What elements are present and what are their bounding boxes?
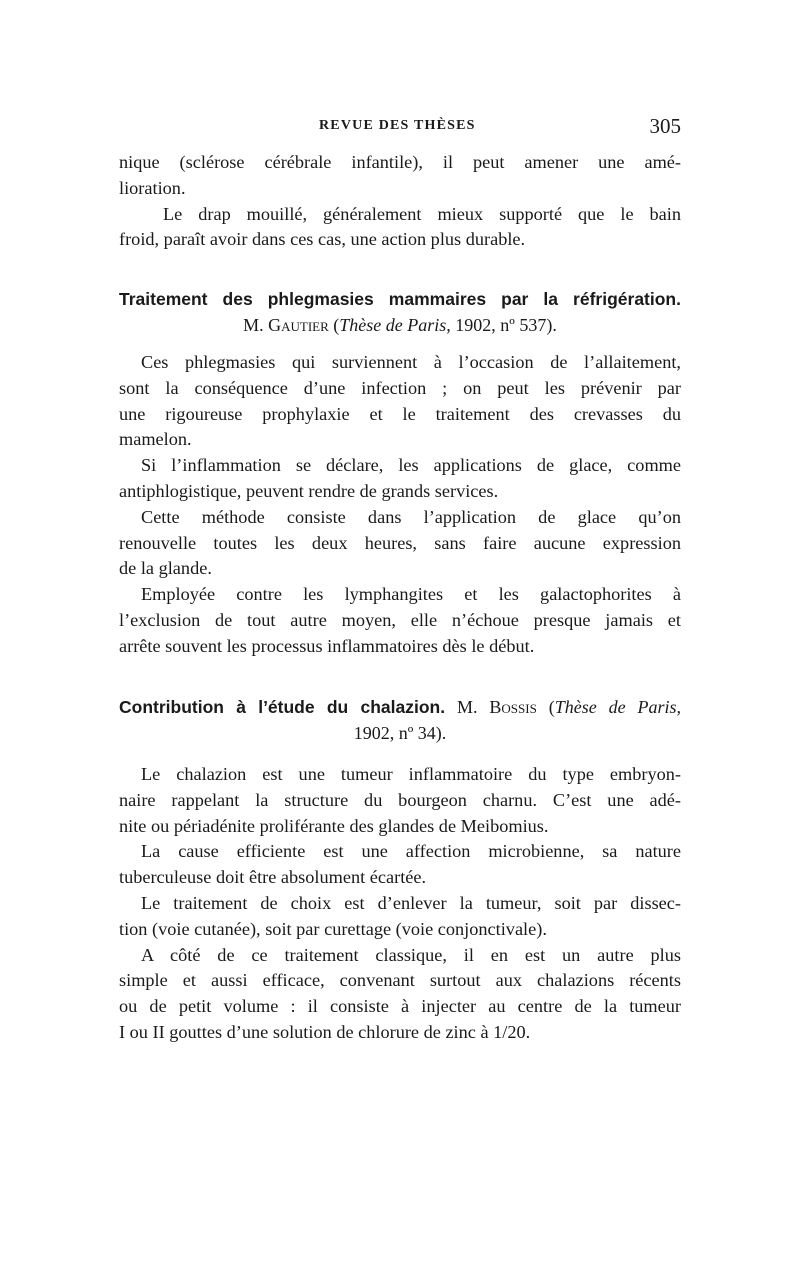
text-line: La cause efficiente est une affection microbienne, sa nature <box>141 841 681 862</box>
page-header <box>119 114 681 140</box>
author-name: Bossis <box>489 697 537 717</box>
text-line: froid, paraît avoir dans ces cas, une action plus durable. <box>119 229 526 250</box>
text-line: mamelon. <box>119 429 192 450</box>
author-prefix: M. <box>243 315 269 335</box>
text-line: antiphlogistique, peuvent rendre de grands services. <box>119 480 499 501</box>
text-line: renouvelle toutes les deux heures, sans faire aucune expression <box>119 532 681 553</box>
text-line: Cette méthode consiste dans l’application de glace qu’on <box>141 506 681 527</box>
text-line: Le drap mouillé, généralement mieux supporté que le bain <box>163 203 681 224</box>
text-line: lioration. <box>119 177 186 198</box>
author-prefix: M. <box>445 697 490 717</box>
text-line: une rigoureuse prophylaxie et le traitement des crevasses du <box>119 403 681 424</box>
text-line: nique (sclérose cérébrale infantile), il peut amener une amé- <box>119 152 681 172</box>
text-line: Si l’inflammation se déclare, les applications de glace, comme <box>141 455 681 476</box>
section-title-line <box>119 694 681 720</box>
text-line: A côté de ce traitement classique, il en est un autre plus <box>141 944 681 965</box>
text-line: I ou II gouttes d’une solution de chlorure de zinc à 1/20. <box>119 1021 531 1042</box>
ref-open: ( <box>328 315 340 335</box>
thesis-reference <box>119 312 681 338</box>
text-line: l’exclusion de tout autre moyen, elle n’échoue presque jamais et <box>119 609 681 630</box>
text-line: Le traitement de choix est d’enlever la tumeur, soit par dissec- <box>141 892 681 913</box>
text-line: Le chalazion est une tumeur inflammatoire du type embryon- <box>141 764 681 784</box>
section-heading <box>119 694 681 746</box>
thesis-title: Thèse de Paris, <box>339 315 451 335</box>
text-line: Employée contre les lymphangites et les galactophorites à <box>141 584 681 605</box>
text-line: naire rappelant la structure du bourgeon charnu. C’est une adé- <box>119 789 681 810</box>
text-line: simple et aussi efficace, convenant surtout aux chalazions récents <box>119 970 681 991</box>
text-line: tuberculeuse doit être absolument écartée. <box>119 867 427 888</box>
ref-details: 1902, nº 537). <box>450 315 557 335</box>
ref-open: ( <box>536 697 555 717</box>
text-line: sont la conséquence d’une infection ; on peut les prévenir par <box>119 377 681 398</box>
section-title: Traitement des phlegmasies mammaires par la réfrigération. <box>119 289 681 309</box>
text-line: de la glande. <box>119 558 212 579</box>
text-line: Ces phlegmasies qui surviennent à l’occasion de l’allaitement, <box>141 352 681 372</box>
section-body <box>119 350 681 660</box>
author-name: Gautier <box>268 315 329 335</box>
text-line: nite ou périadénite proliférante des glandes de Meibomius. <box>119 815 549 836</box>
thesis-title: Thèse de Paris, <box>554 697 681 717</box>
document-page <box>119 0 681 1262</box>
text-line: ou de petit volume : il consiste à injecter au centre de la tumeur <box>119 996 681 1017</box>
section-body <box>119 762 681 1046</box>
page-number: 305 <box>649 114 681 138</box>
running-title: REVUE DES THÈSES <box>319 118 476 133</box>
intro-paragraph <box>119 150 681 253</box>
section-heading <box>119 286 681 338</box>
text-line: arrête souvent les processus inflammatoires dès le début. <box>119 635 535 656</box>
thesis-reference: 1902, nº 34). <box>353 723 447 743</box>
text-line: tion (voie cutanée), soit par curettage (voie conjonctivale). <box>119 918 547 939</box>
section-title: Contribution à l’étude du chalazion. <box>119 697 446 717</box>
